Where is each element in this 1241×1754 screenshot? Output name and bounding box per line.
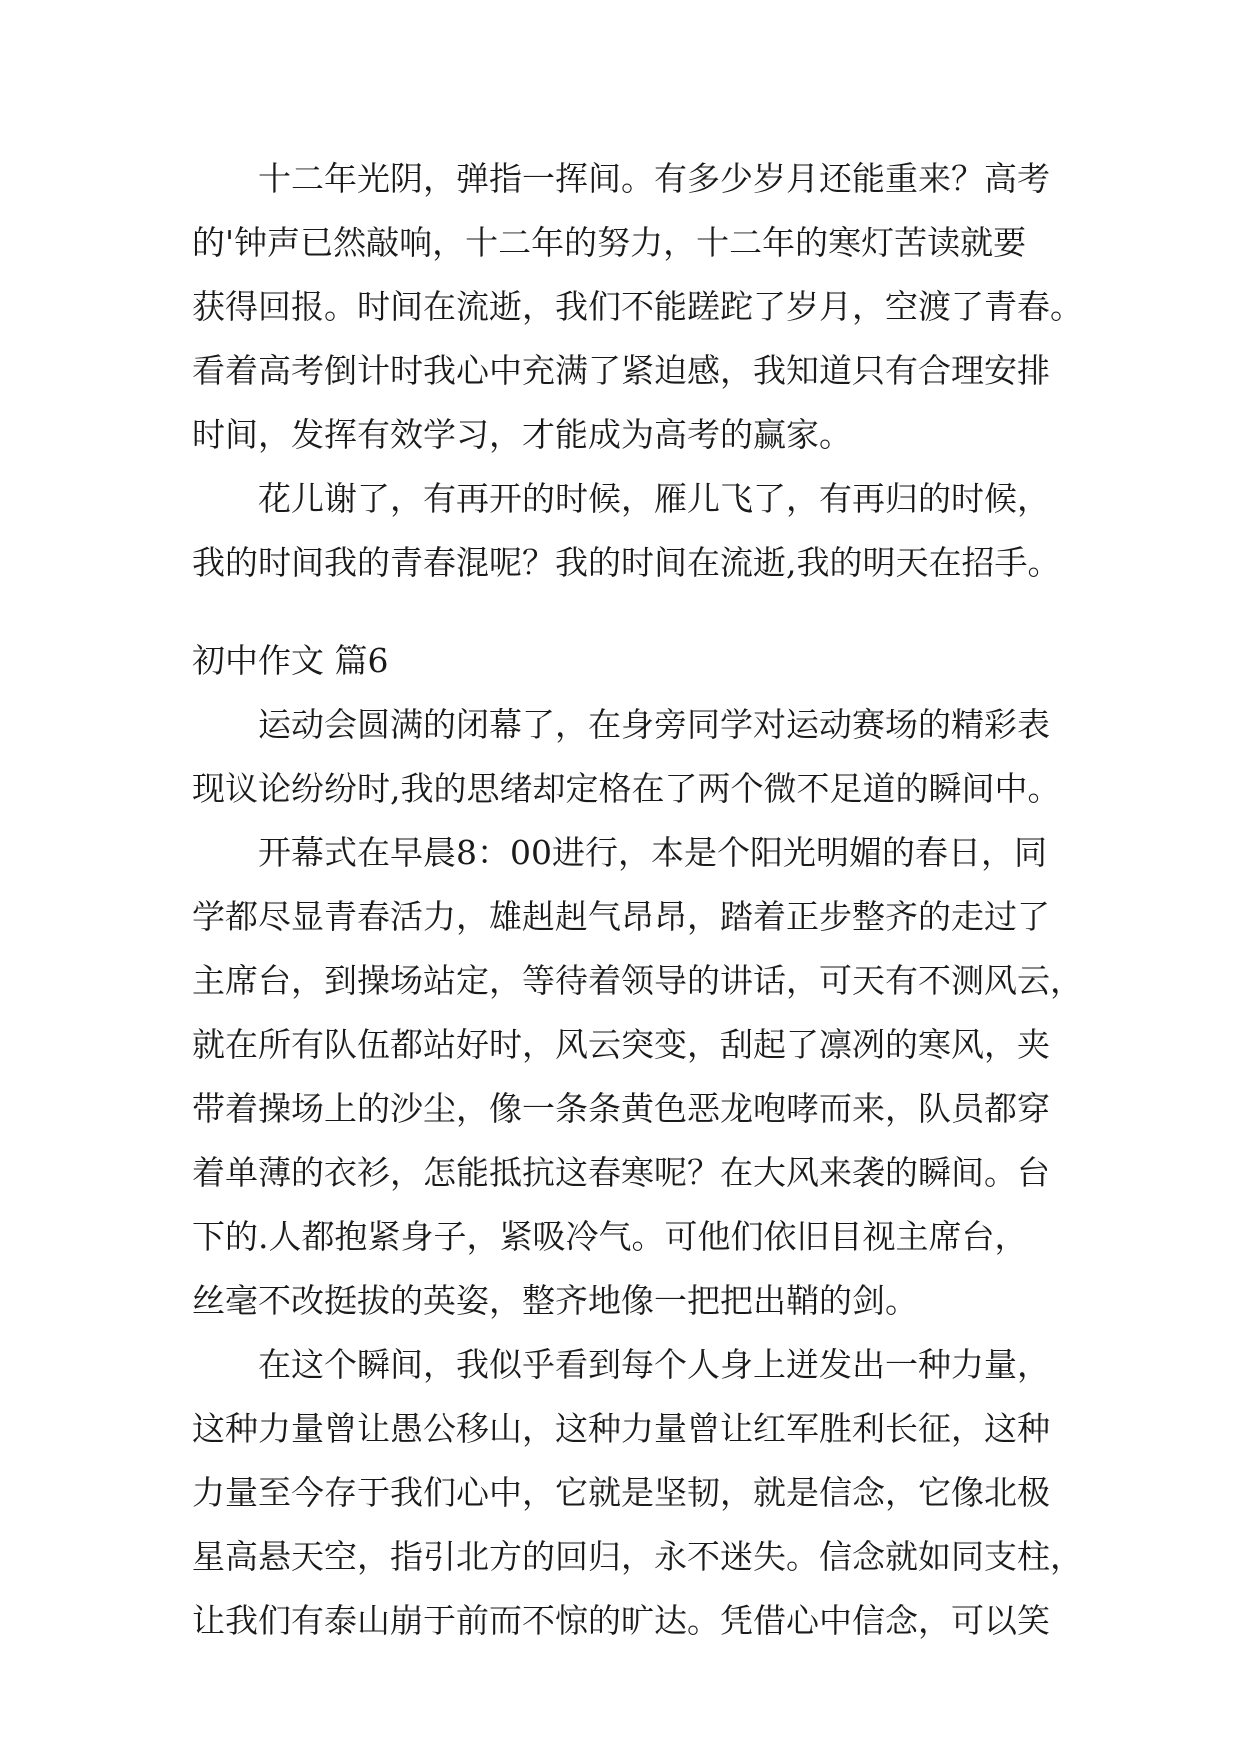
paragraph-line: 我的时间我的青春混呢？我的时间在流逝,我的明天在招手。 [192,543,1061,582]
paragraph-line: 主席台，到操场站定，等待着领导的讲话，可天有不测风云， [192,961,1083,1000]
paragraph-line: 力量至今存于我们心中，它就是坚韧，就是信念，它像北极 [192,1473,1050,1512]
paragraph-line: 丝毫不改挺拔的英姿，整齐地像一把把出鞘的剑。 [192,1281,918,1320]
paragraph-line: 花儿谢了，有再开的时候，雁儿飞了，有再归的时候， [258,479,1050,518]
paragraph-line: 开幕式在早晨8：00进行，本是个阳光明媚的春日，同 [258,833,1047,872]
paragraph-line: 在这个瞬间，我似乎看到每个人身上迸发出一种力量， [258,1345,1050,1384]
paragraph-line: 让我们有泰山崩于前而不惊的旷达。凭借心中信念，可以笑 [192,1601,1050,1640]
section-heading: 初中作文 篇6 [192,641,389,680]
paragraph-line: 获得回报。时间在流逝，我们不能蹉跎了岁月，空渡了青春。 [192,287,1083,326]
paragraph-line: 带着操场上的沙尘，像一条条黄色恶龙咆哮而来，队员都穿 [192,1089,1050,1128]
paragraph-line: 星高悬天空，指引北方的回归，永不迷失。信念就如同支柱， [192,1537,1083,1576]
paragraph-line: 十二年光阴，弹指一挥间。有多少岁月还能重来？高考 [258,159,1050,198]
paragraph-line: 的'钟声已然敲响，十二年的努力，十二年的寒灯苦读就要 [192,223,1027,262]
paragraph-line: 下的.人都抱紧身子，紧吸冷气。可他们依旧目视主席台， [192,1217,1028,1256]
paragraph-line: 看着高考倒计时我心中充满了紧迫感，我知道只有合理安排 [192,351,1050,390]
paragraph-line: 运动会圆满的闭幕了，在身旁同学对运动赛场的精彩表 [258,705,1050,744]
paragraph-line: 就在所有队伍都站好时，风云突变，刮起了凛冽的寒风，夹 [192,1025,1050,1064]
paragraph-line: 着单薄的衣衫，怎能抵抗这春寒呢？在大风来袭的瞬间。台 [192,1153,1050,1192]
paragraph-line: 这种力量曾让愚公移山，这种力量曾让红军胜利长征，这种 [192,1409,1050,1448]
paragraph-line: 学都尽显青春活力，雄赳赳气昂昂，踏着正步整齐的走过了 [192,897,1050,936]
paragraph-line: 现议论纷纷时,我的思绪却定格在了两个微不足道的瞬间中。 [192,769,1061,808]
paragraph-line: 时间，发挥有效学习，才能成为高考的赢家。 [192,415,852,454]
